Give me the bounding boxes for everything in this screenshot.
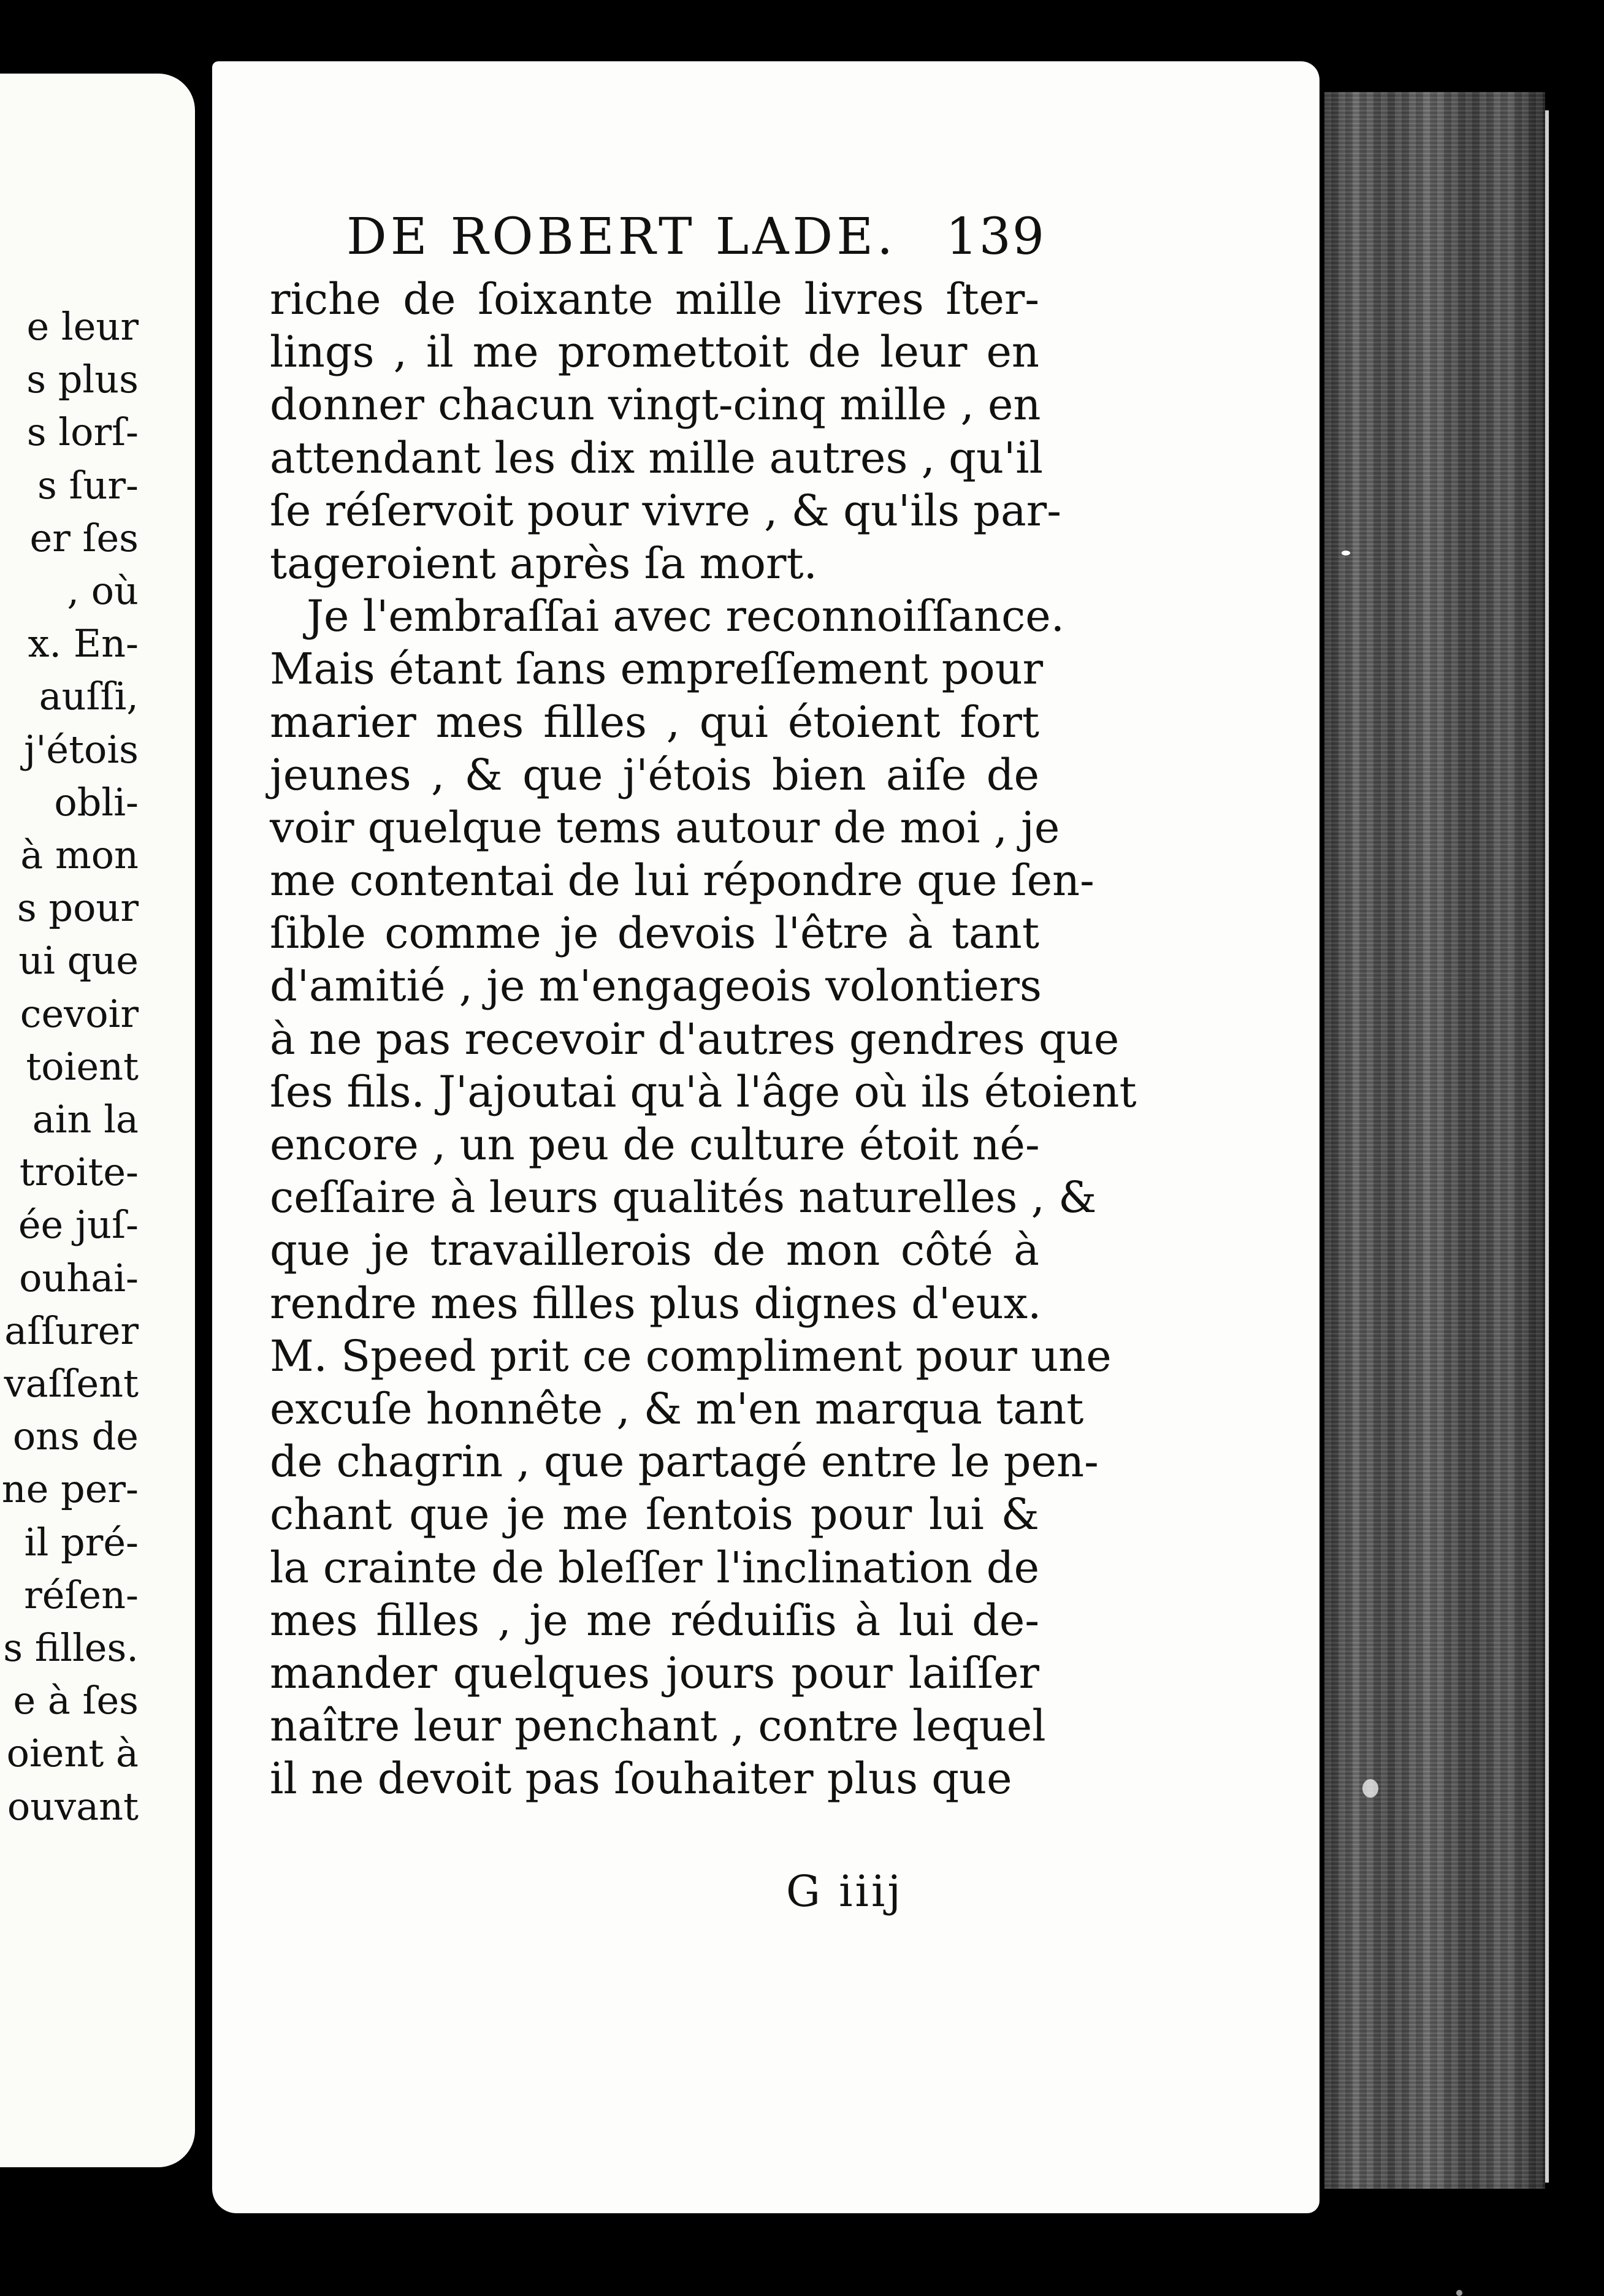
text-line: ſible comme je devois l'être à tant (270, 908, 1039, 959)
facing-page-line: ne per- (1, 1466, 139, 1512)
spine-speck (1362, 1779, 1378, 1798)
text-line: mander quelques jours pour laiſſer (270, 1647, 1039, 1698)
page-number: 139 (945, 208, 1045, 266)
text-line: attendant les dix mille autres , qu'il (270, 432, 1044, 483)
facing-page-line: s plus (26, 357, 139, 402)
text-line: la crainte de bleſſer l'inclination de (270, 1542, 1039, 1593)
facing-page-line: s filles. (3, 1625, 139, 1671)
text-line: tageroient après ſa mort. (270, 538, 817, 589)
text-line: il ne devoit pas ſouhaiter plus que (270, 1753, 1012, 1804)
facing-page-line: troite- (19, 1150, 139, 1195)
text-line: d'amitié , je m'engageois volontiers (270, 961, 1042, 1012)
facing-page-line: aſſurer (4, 1308, 139, 1353)
text-line: lings , il me promettoit de leur en (270, 327, 1039, 378)
facing-page-line: s pour (17, 885, 139, 931)
text-line: chant que je me ſentois pour lui & (270, 1489, 1039, 1540)
running-head (346, 204, 1045, 271)
facing-page-line: , où (67, 568, 139, 614)
spine-speck (1456, 2290, 1462, 2296)
text-line: M. Speed prit ce compliment pour une (270, 1330, 1112, 1381)
text-line: ſe réſervoit pour vivre , & qu'ils par- (270, 485, 1061, 536)
facing-page-line: e leur (26, 304, 139, 349)
spine-highlight (1545, 110, 1549, 2183)
book-spine-edge (1324, 92, 1545, 2189)
facing-page-line: auſſi, (39, 674, 139, 719)
facing-page-line: ouhai- (19, 1255, 139, 1300)
facing-page-line: e à ſes (13, 1678, 139, 1723)
facing-page-line: vaſſent (4, 1361, 139, 1406)
text-line: marier mes filles , qui étoient fort (270, 696, 1039, 747)
text-line: Je l'embraſſai avec reconnoiſſance. (307, 591, 1064, 642)
text-line: excuſe honnête , & m'en marqua tant (270, 1383, 1084, 1434)
facing-page-line: réſen- (24, 1572, 139, 1617)
text-line: que je travaillerois de mon côté à (270, 1225, 1039, 1276)
text-line: donner chacun vingt-cinq mille , en (270, 379, 1041, 430)
text-line: de chagrin , que partagé entre le pen- (270, 1436, 1099, 1487)
text-line: Mais étant ſans empreſſement pour (270, 644, 1044, 695)
facing-page-line: s lorſ- (26, 410, 139, 455)
facing-page-line: toient (26, 1043, 139, 1089)
facing-page-text (2, 300, 139, 1833)
text-line: riche de ſoixante mille livres ſter- (270, 274, 1039, 324)
facing-page-left (0, 74, 195, 2167)
spine-speck (1342, 551, 1350, 555)
facing-page-line: cevoir (20, 991, 139, 1036)
facing-page-line: oient à (6, 1731, 139, 1776)
running-head-title: DE ROBERT LADE. (346, 208, 897, 266)
text-line: mes filles , je me réduiſis à lui de- (270, 1595, 1039, 1646)
facing-page-line: ui que (18, 938, 139, 983)
facing-page-line: x. En- (28, 621, 139, 666)
facing-page-line: ain la (32, 1097, 139, 1142)
text-line: voir quelque tems autour de moi , je (270, 802, 1060, 853)
facing-page-line: er ſes (29, 515, 139, 560)
text-line: jeunes , & que j'étois bien aiſe de (270, 749, 1039, 800)
text-line: naître leur penchant , contre lequel (270, 1701, 1046, 1752)
facing-page-line: s ſur- (37, 462, 139, 508)
text-line: à ne pas recevoir d'autres gendres que (270, 1013, 1120, 1064)
body-text (270, 273, 1137, 1805)
facing-page-line: ouvant (7, 1783, 139, 1829)
text-line: ceſſaire à leurs qualités naturelles , & (270, 1172, 1097, 1223)
text-line: rendre mes filles plus dignes d'eux. (270, 1278, 1042, 1329)
text-line: me contentai de lui répondre que ſen- (270, 855, 1094, 906)
facing-page-line: il pré- (24, 1519, 139, 1565)
facing-page-line: obli- (54, 779, 139, 825)
facing-page-line: j'étois (24, 727, 139, 772)
facing-page-line: ons de (12, 1414, 139, 1459)
text-line: encore , un peu de culture étoit né- (270, 1119, 1040, 1170)
facing-page-line: à mon (20, 833, 139, 878)
facing-page-line: ée juſ- (18, 1202, 139, 1248)
printer-signature-mark: G iiij (786, 1866, 904, 1917)
text-line: ſes fils. J'ajoutai qu'à l'âge où ils étoient (270, 1066, 1137, 1117)
